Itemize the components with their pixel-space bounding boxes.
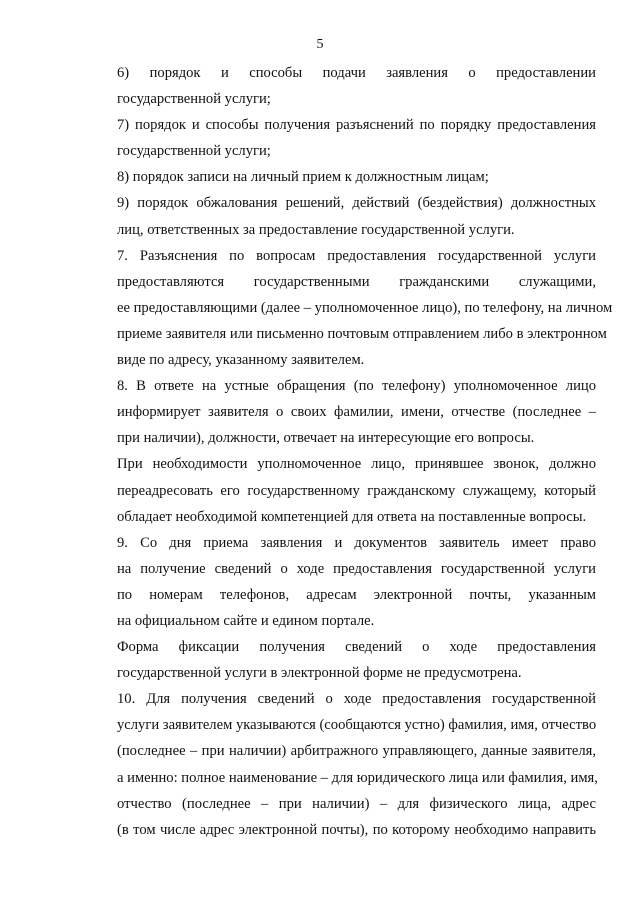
text-line: 6) порядок и способы подачи заявления о предоставлении xyxy=(117,65,596,81)
paragraph-8-appointment xyxy=(75,164,596,190)
text-line: 9) порядок обжалования решений, действий (бездействия) должностных xyxy=(117,195,596,212)
text-line: на официальном сайте и едином портале. xyxy=(117,612,375,629)
text-line: по номерам телефонов, адресам электронной почты, указанным xyxy=(117,586,596,603)
text-line: (последнее – при наличии) арбитражного управляющего, данные заявителя, xyxy=(117,743,596,760)
text-line: 7. Разъяснения по вопросам предоставления государственной услуги xyxy=(117,247,596,264)
text-line: государственной услуги в электронной форме не предусмотрена. xyxy=(117,665,522,682)
text-line: 10. Для получения сведений о ходе предоставления государственной xyxy=(117,691,596,708)
clause-10-required-details xyxy=(75,686,596,843)
text-line: на получение сведений о ходе предоставления государственной услуги xyxy=(117,560,596,577)
clause-8-call-redirect xyxy=(75,451,596,529)
text-line: а именно: полное наименование – для юридического лица или фамилия, имя, xyxy=(117,769,598,786)
text-line: 7) порядок и способы получения разъяснений по порядку предоставления xyxy=(117,117,596,134)
paragraph-7-clarifications xyxy=(75,112,596,164)
paragraph-6-application-method xyxy=(75,60,596,112)
text-line: переадресовать его государственному гражданскому служащему, который xyxy=(117,482,596,499)
text-line: виде по адресу, указанному заявителем. xyxy=(117,352,365,369)
text-line: 9. Со дня приема заявления и документов заявитель имеет право xyxy=(117,534,596,551)
text-line: предоставляются государственными гражданскими служащими, xyxy=(117,273,596,290)
text-line: государственной услуги; xyxy=(117,143,271,160)
text-line: ее предоставляющими (далее – уполномоченное лицо), по телефону, на личном xyxy=(117,299,613,316)
text-line: информирует заявителя о своих фамилии, имени, отчестве (последнее – xyxy=(117,404,596,421)
text-line: услуги заявителем указываются (сообщаются устно) фамилия, имя, отчество xyxy=(117,717,597,734)
text-line: Форма фиксации получения сведений о ходе предоставления xyxy=(117,639,596,656)
text-line: При необходимости уполномоченное лицо, принявшее звонок, должно xyxy=(117,456,596,473)
clause-9-progress-info xyxy=(75,530,596,634)
page-number: 5 xyxy=(316,37,324,52)
body-text xyxy=(75,60,613,843)
clause-8-phone-inquiries xyxy=(75,373,596,451)
paragraph-9-appeal xyxy=(75,190,596,242)
text-line: (в том числе адрес электронной почты), по которому необходимо направить xyxy=(117,821,596,838)
text-line: лиц, ответственных за предоставление государственной услуги. xyxy=(117,221,515,238)
text-line: приеме заявителя или письменно почтовым отправлением либо в электронном xyxy=(117,325,607,342)
clause-9-electronic-form xyxy=(75,634,596,686)
text-line: при наличии), должности, отвечает на интересующие его вопросы. xyxy=(117,430,535,447)
text-line: государственной услуги; xyxy=(117,91,271,108)
text-line: отчество (последнее – при наличии) – для физического лица, адрес xyxy=(117,795,596,812)
text-line: 8. В ответе на устные обращения (по телефону) уполномоченное лицо xyxy=(117,378,596,395)
text-line: 8) порядок записи на личный прием к должностным лицам; xyxy=(117,169,489,186)
clause-7-explanations xyxy=(75,243,613,373)
text-line: обладает необходимой компетенцией для ответа на поставленные вопросы. xyxy=(117,508,587,525)
